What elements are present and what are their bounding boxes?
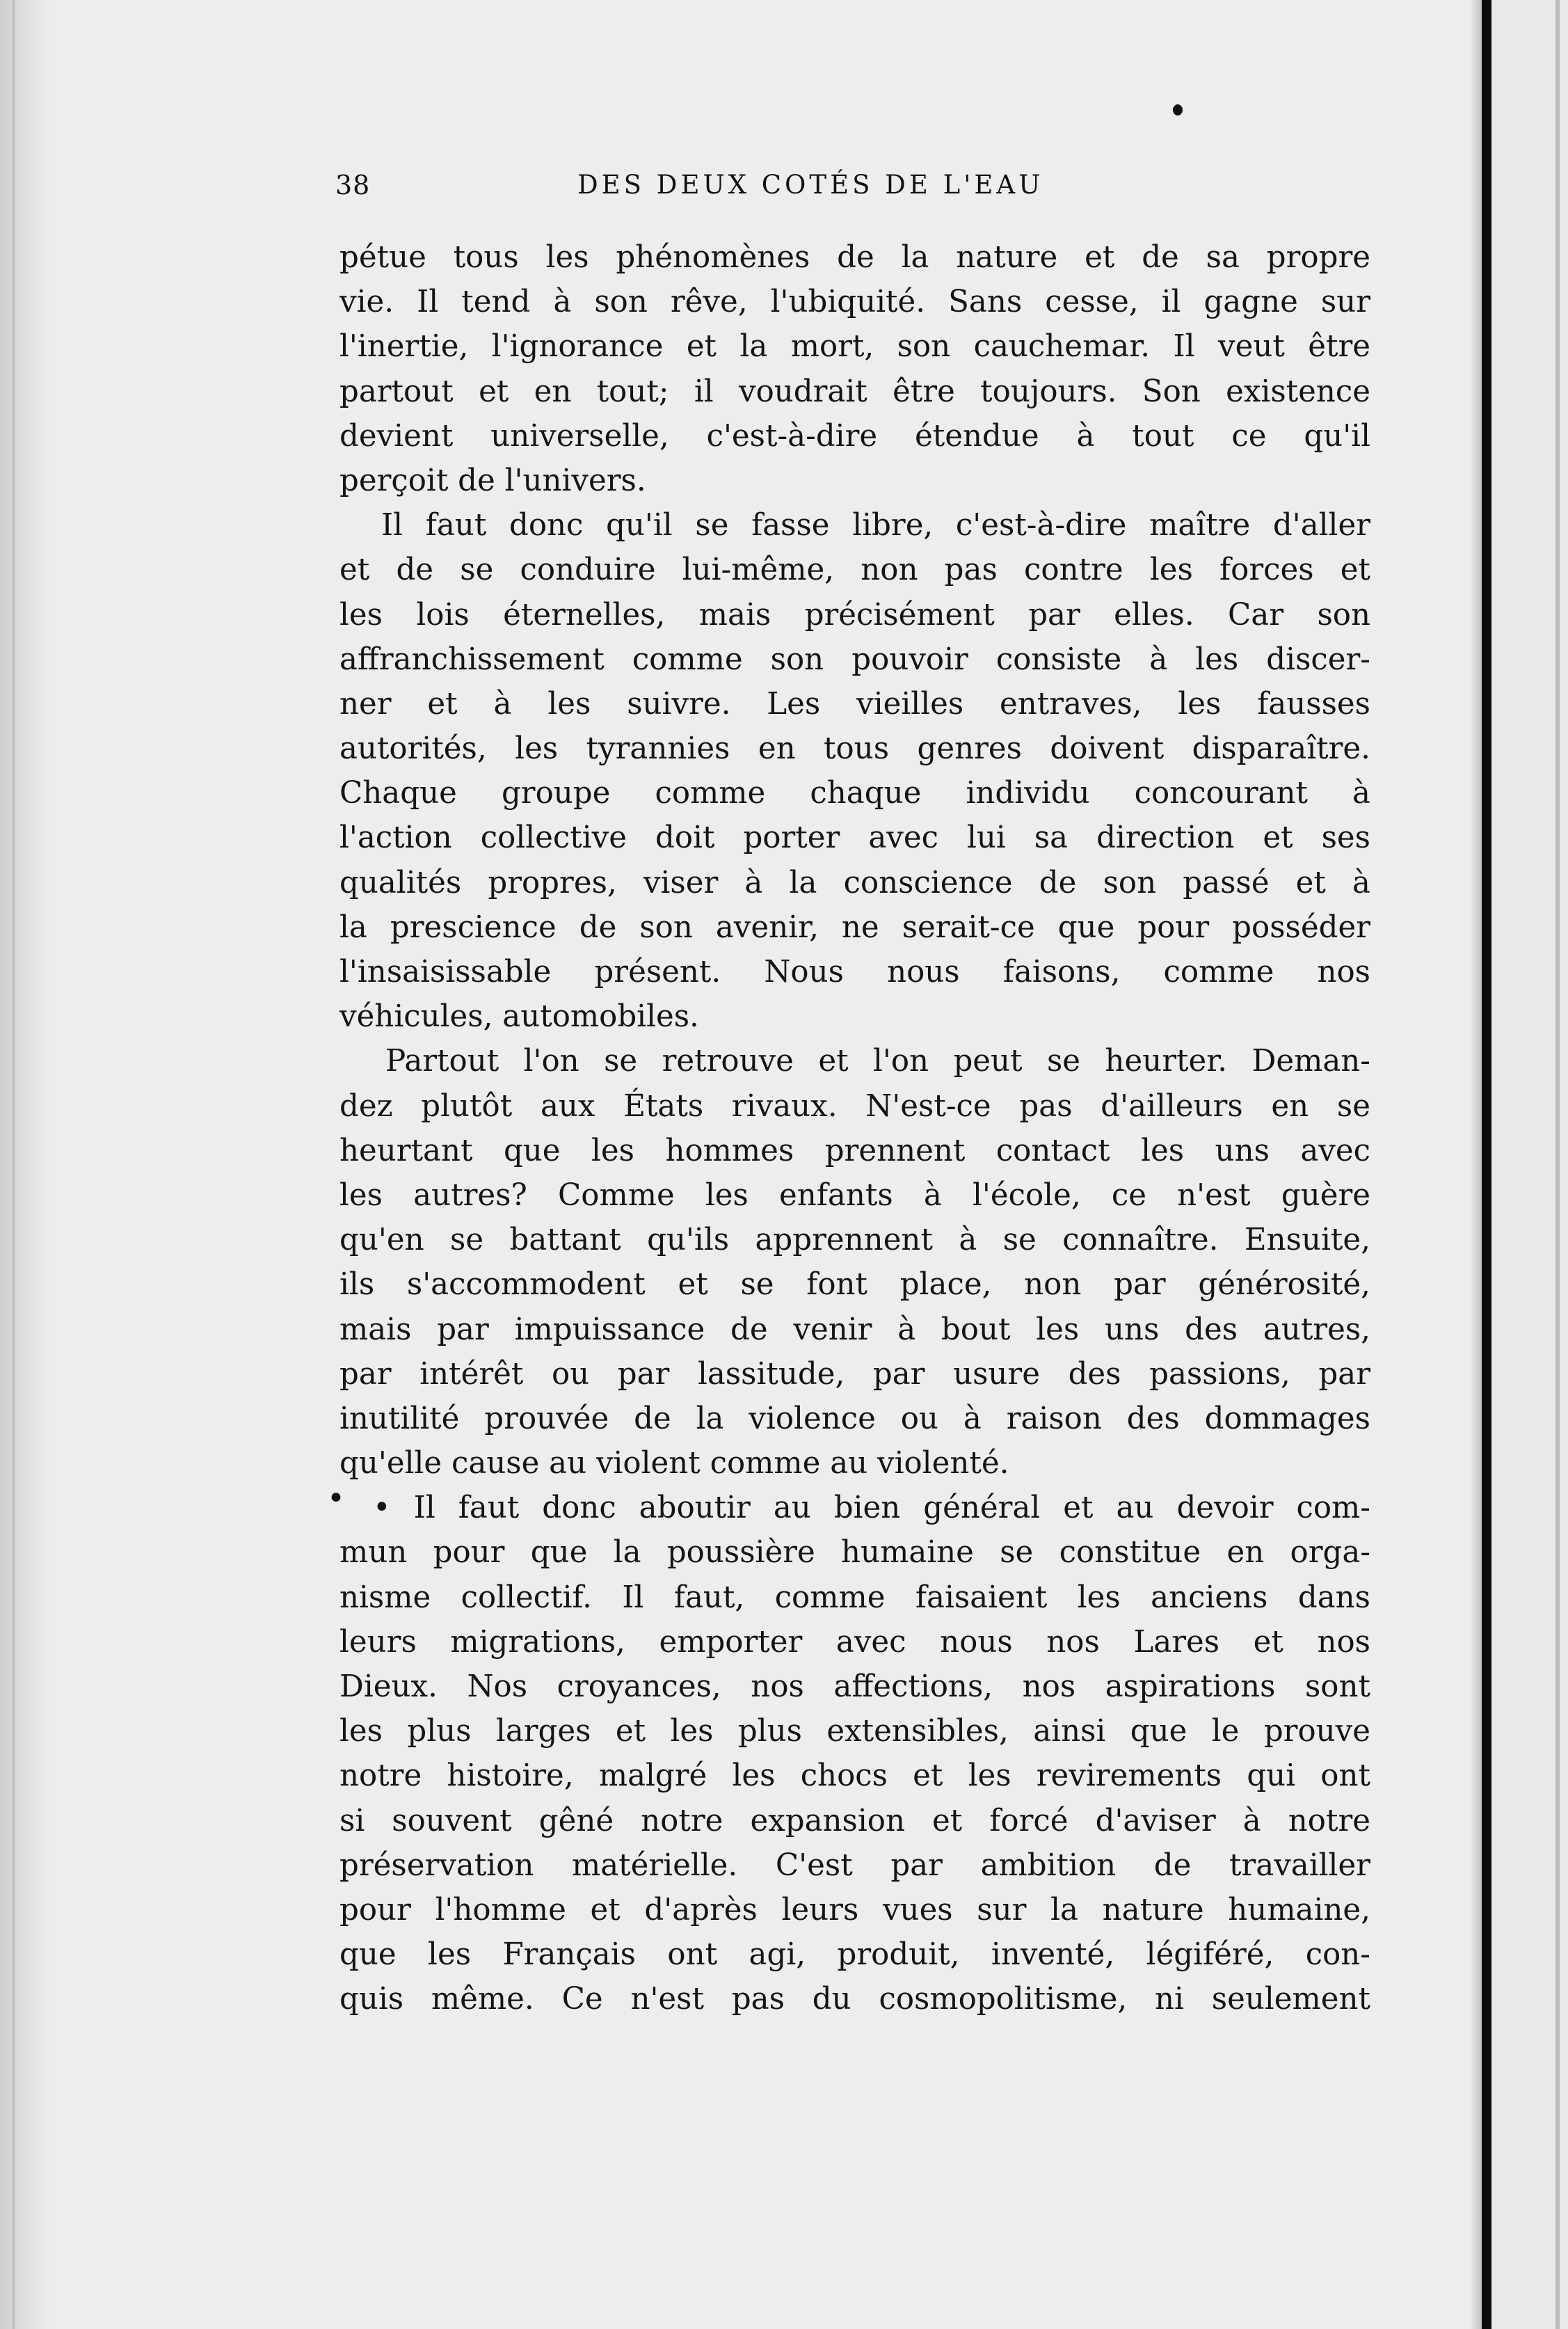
- text-line: l'insaisissable présent. Nous nous faisons, comme nos: [339, 955, 1370, 989]
- text-line: pour l'homme et d'après leurs vues sur la nature humaine,: [339, 1892, 1370, 1927]
- page-header: [335, 170, 1128, 212]
- text-line: la prescience de son avenir, ne serait-ce que pour posséder: [339, 909, 1370, 945]
- text-line: leurs migrations, emporter avec nous nos Lares et nos: [339, 1624, 1370, 1660]
- page-fold-bar: [1482, 0, 1491, 2329]
- text-line: vie. Il tend à son rêve, l'ubiquité. Sans cesse, il gagne sur: [339, 285, 1370, 320]
- fold-shadow: [1469, 0, 1482, 2329]
- text-line: ils s'accommodent et se font place, non par générosité,: [339, 1267, 1370, 1303]
- text-line: qu'elle cause au violent comme au violenté.: [339, 1446, 1009, 1481]
- text-line: Dieux. Nos croyances, nos affections, nos aspirations sont: [339, 1669, 1370, 1704]
- text-line: les lois éternelles, mais précisément par elles. Car son: [339, 597, 1370, 633]
- text-line: • Il faut donc aboutir au bien général et au devoir com-: [373, 1491, 1370, 1526]
- margin-mark: •: [327, 1481, 345, 1516]
- text-line: l'action collective doit porter avec lui sa direction et ses: [339, 820, 1370, 856]
- text-line: affranchissement comme son pouvoir consiste à les discer-: [339, 642, 1370, 677]
- text-line: véhicules, automobiles.: [339, 999, 699, 1035]
- text-line: quis même. Ce n'est pas du cosmopolitisme, ni seulement: [339, 1982, 1370, 2017]
- text-line: nisme collectif. Il faut, comme faisaient les anciens dans: [339, 1580, 1370, 1615]
- running-title: DES DEUX COTÉS DE L'EAU: [577, 170, 1044, 200]
- text-line: mun pour que la poussière humaine se constitue en orga-: [339, 1535, 1370, 1571]
- left-gutter-line: [13, 0, 15, 2329]
- adjacent-page-border: [1555, 0, 1560, 2329]
- body-text: [339, 235, 1370, 2022]
- ink-speck: [1173, 104, 1183, 116]
- text-line: partout et en tout; il voudrait être toujours. Son existence: [339, 374, 1370, 409]
- text-line: mais par impuissance de venir à bout les uns des autres,: [339, 1312, 1370, 1347]
- text-line: qu'en se battant qu'ils apprennent à se connaître. Ensuite,: [339, 1223, 1370, 1258]
- text-line: pétue tous les phénomènes de la nature et de sa propre: [339, 240, 1370, 275]
- text-line: Il faut donc qu'il se fasse libre, c'est-à-dire maître d'aller: [381, 508, 1370, 543]
- text-line: par intérêt ou par lassitude, par usure des passions, par: [339, 1356, 1370, 1392]
- text-line: dez plutôt aux États rivaux. N'est-ce pas d'ailleurs en se: [339, 1088, 1370, 1124]
- text-line: ner et à les suivre. Les vieilles entraves, les fausses: [339, 686, 1370, 722]
- text-line: notre histoire, malgré les chocs et les revirements qui ont: [339, 1758, 1370, 1794]
- text-line: si souvent gêné notre expansion et forcé d'aviser à notre: [339, 1803, 1370, 1838]
- text-line: que les Français ont agi, produit, inventé, légiféré, con-: [339, 1937, 1370, 1973]
- text-line: les autres? Comme les enfants à l'école, ce n'est guère: [339, 1177, 1370, 1213]
- text-line: inutilité prouvée de la violence ou à raison des dommages: [339, 1401, 1370, 1436]
- text-line: devient universelle, c'est-à-dire étendue à tout ce qu'il: [339, 418, 1370, 454]
- page-number: 38: [335, 170, 371, 200]
- text-line: l'inertie, l'ignorance et la mort, son cauchemar. Il veut être: [339, 329, 1370, 365]
- text-line: perçoit de l'univers.: [339, 463, 646, 498]
- text-line: préservation matérielle. C'est par ambition de travailler: [339, 1847, 1370, 1883]
- text-line: et de se conduire lui-même, non pas contre les forces et: [339, 553, 1370, 588]
- text-line: Partout l'on se retrouve et l'on peut se heurter. Deman-: [385, 1044, 1370, 1079]
- text-line: qualités propres, viser à la conscience de son passé et à: [339, 865, 1370, 900]
- text-line: heurtant que les hommes prennent contact les uns avec: [339, 1133, 1370, 1168]
- text-line: autorités, les tyrannies en tous genres doivent disparaître.: [339, 731, 1370, 767]
- left-gutter: [0, 0, 49, 2329]
- text-line: Chaque groupe comme chaque individu concourant à: [339, 776, 1370, 811]
- text-line: les plus larges et les plus extensibles, ainsi que le prouve: [339, 1714, 1370, 1749]
